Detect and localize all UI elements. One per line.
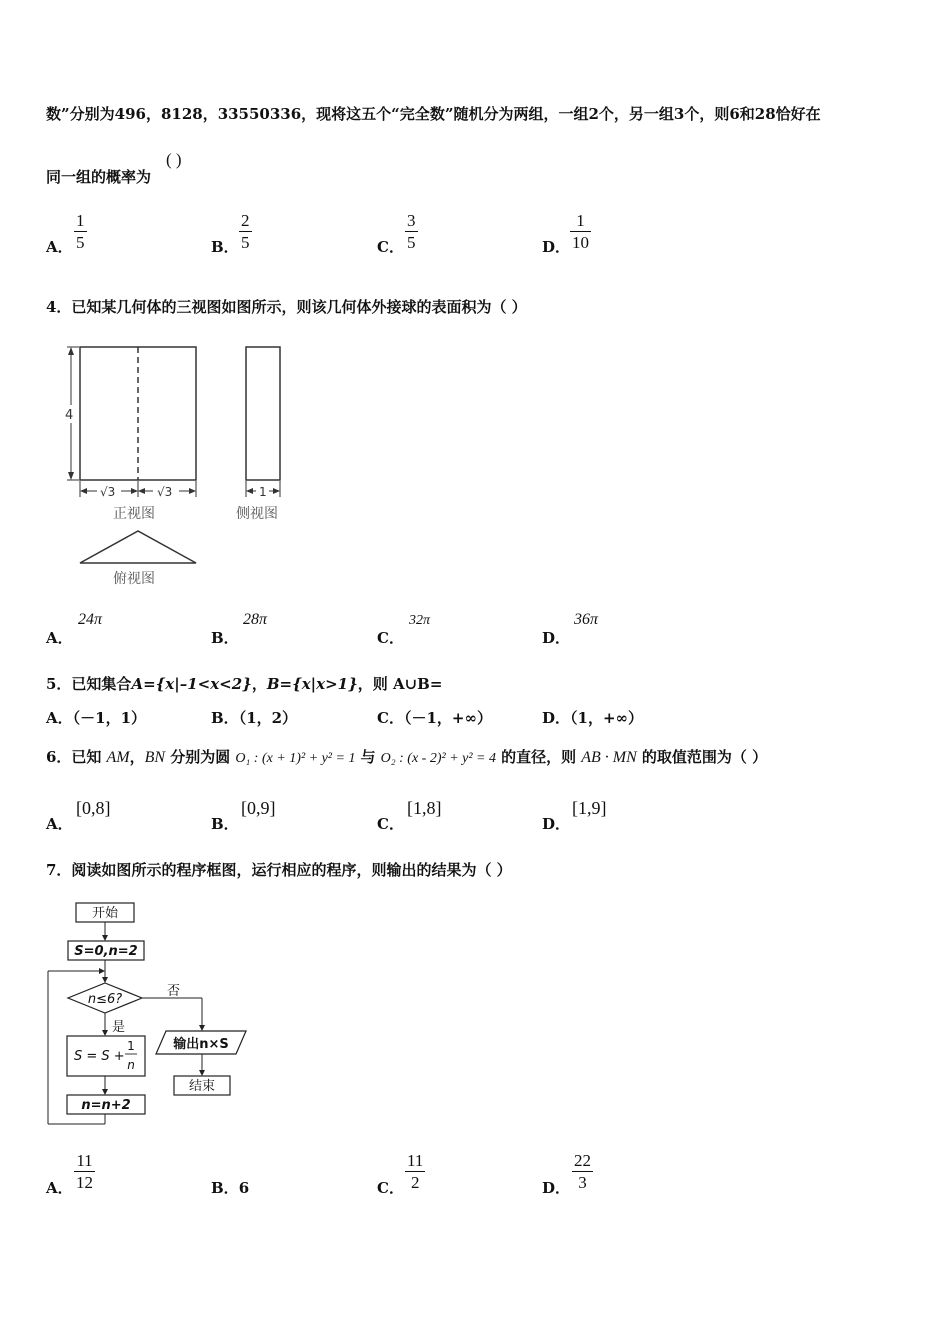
flow-start-text: 开始 (91, 906, 119, 921)
q5-set-b: B={x|x>1} (266, 675, 358, 693)
q7-option-a-label: A． (46, 1179, 73, 1197)
q3-option-c-num: 3 (407, 211, 416, 230)
q5-option-a-label: A． (46, 709, 73, 727)
q6-segment-am: AM (106, 749, 130, 766)
flow-body-lhs: S = S + (74, 1049, 125, 1064)
q7-option-c-label: C． (377, 1179, 404, 1197)
flow-arrowhead-2 (102, 977, 108, 983)
height-arrow-up (68, 347, 74, 355)
q7-option-d-fraction (572, 1150, 593, 1193)
q3-option-d-label: D． (542, 238, 571, 256)
flow-increment-text: n=n+2 (81, 1098, 131, 1113)
q6-text-1: 6．已知 (46, 748, 102, 766)
flow-arrowhead-output (199, 1070, 205, 1076)
width-label-right: √3 (157, 485, 173, 499)
q3-option-c-den: 5 (407, 233, 416, 252)
q7-stem: 7．阅读如图所示的程序框图，运行相应的程序，则输出的结果为（ ） (46, 861, 512, 879)
q3-stem-line1: 数”分别为496，8128，33550336，现将这五个“完全数”随机分为两组，一组2个，另一组3个，则6和28恰好在 (46, 105, 821, 123)
flow-condition-text: n≤6? (87, 992, 123, 1007)
q3-option-a-fraction (74, 210, 87, 253)
q5-option-c (377, 707, 492, 728)
q5-stem-suffix: ，则 A∪B= (357, 675, 443, 693)
q6-circle-2: O₂ : (x - 2)² + y² = 4 (380, 751, 496, 766)
q5-stem-prefix: 5．已知集合 (46, 675, 132, 693)
q3-option-a-num: 1 (76, 211, 85, 230)
q7-option-c-num: 11 (407, 1151, 424, 1170)
q4-option-a-value: 24π (78, 611, 103, 628)
flow-body-den: n (127, 1058, 135, 1072)
q6-text-4: 的直径，则 (501, 748, 577, 766)
width-arrow-2 (131, 488, 138, 494)
q5-stem (46, 673, 442, 694)
q4-stem: 4．已知某几何体的三视图如图所示，则该几何体外接球的表面积为（ ） (46, 298, 527, 316)
q6-option-a-label: A． (46, 815, 73, 833)
q5-option-b-label: B． (211, 709, 239, 727)
flow-no-arrowhead (199, 1025, 205, 1031)
q6-option-a-value: [0,8] (76, 798, 111, 818)
flow-body-num: 1 (127, 1039, 135, 1053)
q3-option-a-label: A． (46, 238, 73, 256)
q6-text-3: 与 (360, 748, 376, 766)
height-label: 4 (65, 408, 74, 423)
q4-option-b-label: B． (211, 629, 239, 647)
q6-segment-bn: BN (144, 749, 166, 766)
q6-stem (46, 746, 767, 767)
q7-option-b (211, 1177, 249, 1198)
q6-option-d-value: [1,9] (572, 798, 607, 818)
width-arrow-4 (189, 488, 196, 494)
flow-arrowhead-1 (102, 935, 108, 941)
q7-option-b-value: 6 (238, 1179, 250, 1197)
side-view-caption: 侧视图 (236, 506, 278, 522)
side-view-rect (246, 347, 280, 480)
q3-option-a-den: 5 (76, 233, 85, 252)
q5-option-a (46, 707, 146, 728)
width-label-left: √3 (100, 485, 116, 499)
flow-no-label: 否 (167, 984, 181, 999)
flow-init-text: S=0,n=2 (74, 944, 138, 959)
q3-option-b-label: B． (211, 238, 239, 256)
q3-option-b-fraction (239, 210, 252, 253)
width-arrow-1 (80, 488, 87, 494)
q3-option-c-label: C． (377, 238, 404, 256)
width-arrow-3 (138, 488, 145, 494)
q5-option-b-value: （1，2） (238, 709, 298, 727)
flow-yes-arrowhead (102, 1030, 108, 1036)
q3-option-b-num: 2 (241, 211, 250, 230)
q6-option-b-label: B． (211, 815, 239, 833)
q7-option-a-fraction (74, 1150, 95, 1193)
q6-option-c-value: [1,8] (407, 798, 442, 818)
q7-option-d-num: 22 (574, 1151, 591, 1170)
side-arrow-right (273, 488, 280, 494)
height-arrow-down (68, 472, 74, 480)
q6-text-5: 的取值范围为（ ） (641, 748, 768, 766)
top-view-caption: 俯视图 (113, 571, 155, 587)
q3-option-d-den: 10 (572, 233, 589, 252)
q5-option-a-value: （－1，1） (72, 709, 147, 727)
q5-option-b (211, 707, 297, 728)
q3-option-c-fraction (405, 210, 418, 253)
q4-three-view-figure (55, 335, 300, 590)
front-view-caption: 正视图 (113, 506, 155, 522)
q4-option-c-label: C． (377, 629, 404, 647)
side-width-label: 1 (259, 485, 267, 499)
q6-separator: ， (129, 748, 145, 766)
q5-option-c-value: （－1，+∞） (403, 709, 492, 727)
q7-option-d-den: 3 (578, 1173, 587, 1192)
q5-option-c-label: C． (377, 709, 404, 727)
q4-option-d-label: D． (542, 629, 571, 647)
q7-option-d-label: D． (542, 1179, 571, 1197)
q4-option-a-label: A． (46, 629, 73, 647)
q7-option-b-label: B． (211, 1179, 239, 1197)
q6-option-c-label: C． (377, 815, 404, 833)
flow-yes-label: 是 (112, 1020, 126, 1035)
q7-option-c-fraction (405, 1150, 425, 1193)
q3-stem-line2: 同一组的概率为 (46, 168, 152, 186)
side-arrow-left (246, 488, 253, 494)
q5-set-a: A={x|–1<x<2} (131, 675, 252, 693)
q7-option-a-num: 11 (74, 1150, 95, 1172)
q5-option-d (542, 707, 643, 728)
q3-option-d-fraction (570, 210, 591, 253)
q3-option-d-num: 1 (570, 210, 591, 232)
q6-dot-product: AB · MN (581, 749, 637, 766)
q3-answer-paren: ( ) (166, 150, 182, 169)
q4-option-c-value: 32π (409, 613, 431, 628)
q7-flowchart (40, 895, 255, 1135)
q5-option-d-label: D． (542, 709, 571, 727)
q5-option-d-value: （1，+∞） (570, 709, 644, 727)
top-view-triangle (80, 531, 196, 563)
flow-end-text: 结束 (188, 1079, 216, 1094)
flow-loop-arrowhead (99, 968, 105, 974)
q4-option-b-value: 28π (243, 611, 268, 628)
q6-option-b-value: [0,9] (241, 798, 276, 818)
q7-option-c-den: 2 (410, 1173, 420, 1192)
q7-option-a-den: 12 (76, 1173, 93, 1192)
q3-option-b-den: 5 (241, 233, 250, 252)
flow-arrowhead-body (102, 1089, 108, 1095)
q5-comma: ， (251, 675, 267, 693)
q6-text-2: 分别为圆 (170, 748, 231, 766)
q6-option-d-label: D． (542, 815, 571, 833)
flow-output-text: 输出n×S (173, 1037, 229, 1052)
q4-option-d-value: 36π (574, 611, 599, 628)
q6-circle-1: O₁ : (x + 1)² + y² = 1 (235, 751, 356, 766)
